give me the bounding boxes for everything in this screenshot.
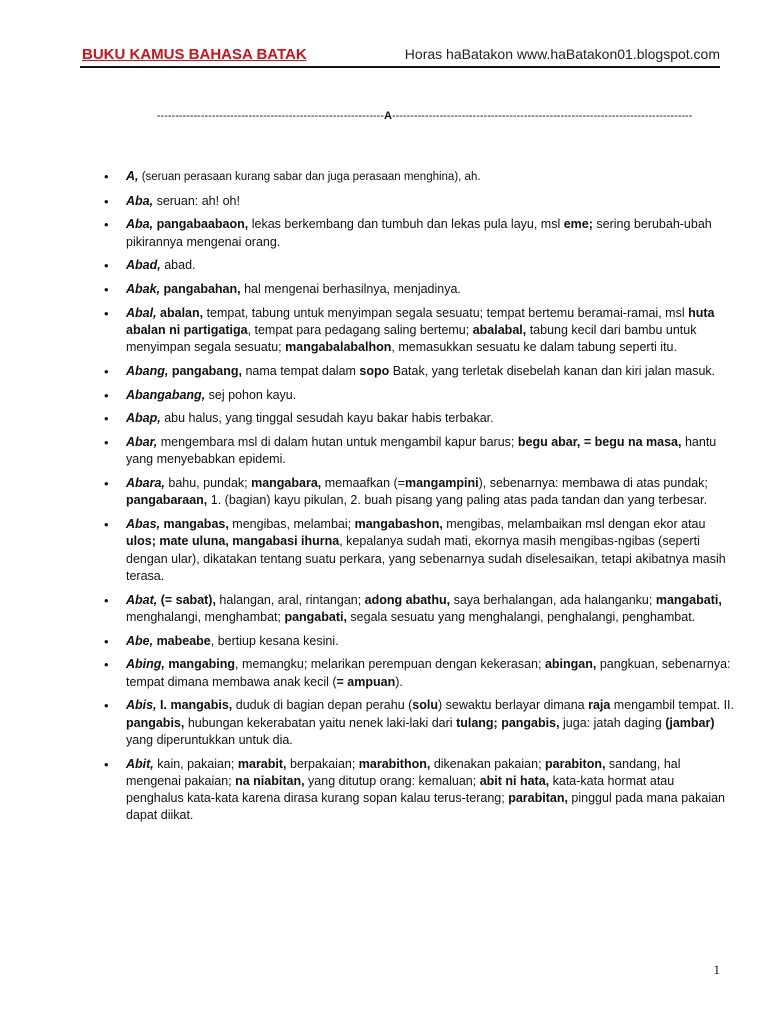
dictionary-entry: [104, 193, 734, 210]
definition-text: abu halus, yang tinggal sesudah kayu bakar habis terbakar.: [160, 411, 494, 426]
dictionary-entry: [104, 257, 734, 274]
bold-term: (= sabat),: [157, 592, 216, 607]
letter-section-divider: [128, 109, 698, 123]
bold-term: solu: [412, 698, 438, 713]
bold-term: = ampuan: [336, 674, 396, 689]
definition-text: dikenakan pakaian;: [430, 756, 546, 771]
headword: A,: [126, 169, 139, 183]
bold-term: pangabaraan,: [126, 493, 208, 508]
definition-text: mengembara msl di dalam hutan untuk mengambil kapur barus;: [157, 435, 518, 450]
definition-text: hal mengenai berhasilnya, menjadinya.: [240, 282, 461, 297]
dictionary-entry: [104, 592, 734, 627]
dictionary-entry: [104, 387, 734, 404]
bold-term: pangabang,: [168, 364, 242, 379]
definition-text: Batak, yang terletak disebelah kanan dan kiri jalan masuk.: [389, 364, 716, 379]
definition-text: hantu yang menyebabkan epidemi.: [126, 435, 717, 467]
bold-term: pangabahan,: [160, 282, 241, 297]
definition-text: 1. (bagian) kayu pikulan, 2. buah pisang yang paling atas pada tandan dan yang terbesar.: [207, 493, 707, 508]
dictionary-entry: [104, 434, 734, 469]
bold-term: pangabati,: [284, 609, 347, 624]
definition-text: mengibas, melambai;: [228, 517, 355, 532]
definition-text: , kepalanya sudah mati, ekornya masih mengibas-ngibas (seperti dengan ular), dikatakan tentang suatu perkara, yang sebenarnya sudah diselesaikan, tetapi akibatnya masih terasa.: [126, 534, 726, 583]
bold-term: abingan,: [544, 657, 597, 672]
definition-text: abad.: [160, 258, 196, 273]
bold-term: mangampini: [404, 476, 479, 491]
bold-term: I. mangabis,: [156, 698, 233, 713]
divider-left-dashes: --------------------------------------------------------------: [156, 110, 385, 122]
bold-term: pangabis,: [126, 715, 185, 730]
header-rule: [80, 66, 720, 68]
bold-term: begu abar, = begu na masa,: [517, 435, 682, 450]
definition-text: berpakaian;: [286, 756, 359, 771]
bold-term: mangabas,: [160, 517, 229, 532]
bold-term: adong abathu,: [364, 592, 451, 607]
bold-term: abalabal,: [472, 323, 527, 338]
headword: Abal,: [126, 305, 157, 320]
headword: Abara,: [126, 476, 165, 491]
definition-text: ) sewaktu berlayar dimana: [438, 698, 589, 713]
dictionary-entry: [104, 305, 734, 357]
definition-text: ).: [395, 674, 403, 689]
definition-text: memaafkan (=: [321, 476, 405, 491]
dictionary-entry: [104, 281, 734, 298]
definition-text: juga: jatah daging: [559, 715, 666, 730]
bold-term: ulos; mate uluna, mangabasi ihurna: [126, 534, 340, 549]
site-credit: Horas haBatakon www.haBatakon01.blogspot.com: [404, 46, 720, 62]
bold-term: parabiton,: [545, 756, 606, 771]
definition-text: sering berubah-ubah pikirannya mengenai orang.: [126, 217, 712, 249]
definition-text: tabung kecil dari bambu untuk menyimpan segala sesuatu;: [126, 323, 697, 355]
definition-text: saya berhalangan, ada halanganku;: [450, 592, 656, 607]
definition-text: yang diperuntukkan untuk dia.: [126, 732, 293, 747]
definition-text: halangan, aral, rintangan;: [215, 592, 365, 607]
dictionary-entry: [104, 363, 734, 380]
definition-text: , tempat para pedagang saling bertemu;: [247, 323, 473, 338]
headword: Abat,: [126, 592, 158, 607]
dictionary-entry: [104, 216, 734, 251]
definition-text: sej pohon kayu.: [205, 387, 297, 402]
bold-term: sopo: [359, 364, 390, 379]
bold-term: abit ni hata,: [479, 773, 550, 788]
definition-text: ), sebenarnya: membawa di atas pundak;: [478, 476, 708, 491]
definition-text: nama tempat dalam: [241, 364, 360, 379]
definition-text: kain, pakaian;: [153, 756, 238, 771]
page-number: 1: [713, 962, 720, 977]
dictionary-entry: [104, 697, 734, 749]
definition-text: lekas berkembang dan tumbuh dan lekas pula layu, msl: [248, 217, 564, 232]
bold-term: mangabati,: [655, 592, 722, 607]
page-header: [80, 46, 720, 70]
bold-term: tulang; pangabis,: [456, 715, 560, 730]
dictionary-entry: [104, 656, 734, 691]
definition-text: yang ditutup orang: kemaluan;: [304, 773, 480, 788]
bold-term: marabithon,: [358, 756, 431, 771]
bold-term: eme;: [563, 217, 593, 232]
definition-text: mengibas, melambaikan msl dengan ekor atau: [442, 517, 706, 532]
dictionary-entry: [104, 516, 734, 585]
bold-term: mangabalabalhon: [285, 340, 392, 355]
definition-text: , bertiup kesana kesini.: [210, 633, 339, 648]
document-title: BUKU KAMUS BAHASA BATAK: [82, 46, 307, 63]
headword: Abangabang,: [126, 387, 206, 402]
definition-text: hubungan kekerabatan yaitu nenek laki-laki dari: [184, 715, 457, 730]
bold-term: mangabing: [164, 657, 236, 672]
bold-term: mabeabe: [153, 633, 211, 648]
headword: Abak,: [126, 282, 161, 297]
bold-term: mangabara,: [251, 476, 322, 491]
headword: Aba,: [126, 193, 154, 208]
headword: Abang,: [126, 364, 169, 379]
definition-text: pinggul pada mana pakaian dapat diikat.: [126, 791, 726, 823]
section-letter: A: [384, 110, 392, 122]
definition-text: segala sesuatu yang menghalangi, penghalangi, penghambat.: [346, 609, 696, 624]
bold-term: raja: [588, 698, 611, 713]
bold-term: (jambar): [665, 715, 715, 730]
definition-text: kata-kata hormat atau penghalus kata-kata karena dirasa kurang sopan kalau terus-terang;: [126, 773, 675, 806]
definition-text: menghalangi, menghambat;: [126, 609, 285, 624]
bold-term: marabit,: [237, 756, 287, 771]
dictionary-entry: [104, 410, 734, 427]
definition-text: duduk di bagian depan perahu (: [232, 698, 413, 713]
bold-term: abalan,: [156, 305, 204, 320]
dictionary-entry: [104, 633, 734, 650]
definition-text: pangkuan, sebenarnya: tempat dimana membawa anak kecil (: [126, 657, 731, 689]
definition-text: bahu, pundak;: [164, 476, 252, 491]
headword: Aba,: [126, 217, 154, 232]
definition-text: mengambil tempat. II.: [610, 698, 734, 713]
headword: Abit,: [126, 756, 154, 771]
dictionary-entry: [104, 168, 734, 186]
headword: Abad,: [126, 258, 161, 273]
definition-text: (seruan perasaan kurang sabar dan juga perasaan menghina), ah.: [138, 171, 481, 183]
headword: Abar,: [126, 435, 158, 450]
headword: Abas,: [126, 517, 161, 532]
headword: Abis,: [126, 698, 157, 713]
bold-term: huta abalan ni partigatiga: [126, 305, 715, 338]
bold-term: mangabashon,: [354, 517, 443, 532]
definition-text: tempat, tabung untuk menyimpan segala sesuatu; tempat bertemu beramai-ramai, msl: [203, 305, 689, 320]
dictionary-entry: [104, 475, 734, 510]
definition-text: , memangku; melarikan perempuan dengan kekerasan;: [235, 657, 545, 672]
bold-term: na niabitan,: [235, 773, 305, 788]
divider-right-dashes: ----------------------------------------------------------------------------------: [391, 110, 692, 122]
bold-term: pangabaabaon,: [153, 217, 249, 232]
bold-term: parabitan,: [508, 791, 568, 806]
definition-text: seruan: ah! oh!: [153, 193, 240, 208]
headword: Abe,: [126, 633, 154, 648]
dictionary-entry: [104, 756, 734, 825]
headword: Abap,: [126, 411, 161, 426]
headword: Abing,: [126, 657, 165, 672]
definition-text: sandang, hal mengenai pakaian;: [126, 756, 681, 788]
dictionary-entry-list: [104, 168, 734, 831]
definition-text: , memasukkan sesuatu ke dalam tabung seperti itu.: [391, 340, 677, 355]
